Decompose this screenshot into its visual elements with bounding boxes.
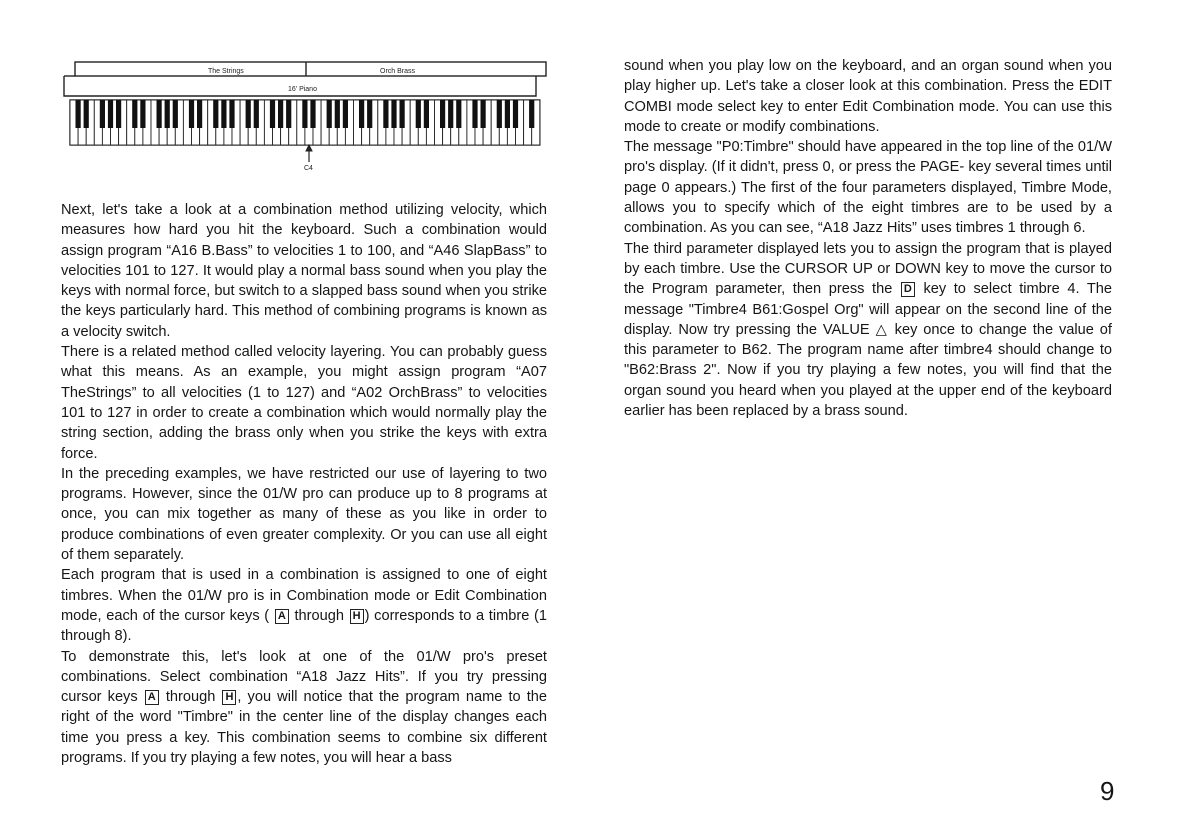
black-key [472, 100, 477, 128]
black-key [529, 100, 534, 128]
black-key [302, 100, 307, 128]
paragraph-velocity-layering: There is a related method called velocity layering. You can probably guess what this means. As an example, you might assign program “A07 TheStrings” to all velocities (1 to 127) and “A02 OrchBrass” to velocities 101 to 127 in order to create a combination which would normally play the string section, adding the brass only when you strike the keys with extra force. [61, 344, 547, 462]
black-key [456, 100, 461, 128]
black-key [189, 100, 194, 128]
key-a-icon: A [145, 690, 159, 705]
c4-label: C4 [304, 165, 313, 172]
black-key [116, 100, 121, 128]
paragraph-demonstration: To demonstrate this, let's look at one of the 01/W pro's preset combinations. Select combination “A18 Jazz Hits”. If you try pressing cursor keys A through H , you will notice that the program name to the right of the word "Timbre" in the center line of the display changes each time you press a key. This combination seems to combine six different programs. If you try playing a few notes, you will hear a bass [61, 648, 547, 767]
key-d-icon: D [901, 282, 915, 297]
black-key [254, 100, 259, 128]
black-key [327, 100, 332, 128]
black-key [440, 100, 445, 128]
black-key [213, 100, 218, 128]
paragraph-velocity-switch: Next, let's take a look at a combination method utilizing velocity, which measures how hard you hit the keyboard. Such a combination would assign program “A16 B.Bass” to velocities 1 to 100, and “A46 SlapBass” to velocities 101 to 127. It would play a normal bass sound when you play the keys with normal force, but switch to a slapped bass sound when you strike the keys particularly hard. This method of combining programs is known as a velocity switch. [61, 202, 547, 340]
black-key [505, 100, 510, 128]
black-key [229, 100, 234, 128]
black-key [197, 100, 202, 128]
range-label-piano: 16' Piano [288, 86, 317, 93]
black-key [359, 100, 364, 128]
paragraph-multiple-programs: In the preceding examples, we have restricted our use of layering to two programs. However, since the 01/W pro can produce up to 8 programs at once, you can mix together as many of these as you like in order to produce combinations of even greater complexity. Or you can use all eight of them separately. [61, 465, 547, 564]
black-key [448, 100, 453, 128]
black-key [310, 100, 315, 128]
key-a-icon: A [275, 609, 289, 624]
black-key [286, 100, 291, 128]
key-h-icon: H [350, 609, 364, 624]
black-key [513, 100, 518, 128]
right-column [624, 56, 1112, 421]
black-key [132, 100, 137, 128]
black-key [400, 100, 405, 128]
keyboard-diagram [0, 0, 600, 180]
c4-arrow [306, 145, 312, 162]
range-label-brass: Orch Brass [380, 68, 416, 75]
black-key [173, 100, 178, 128]
upper-range-bar [75, 62, 546, 76]
value-up-icon: △ [875, 321, 889, 338]
black-key [335, 100, 340, 128]
paragraph-timbre-message: The message "P0:Timbre" should have appeared in the top line of the 01/W pro's display. (If it didn't, press 0, or press the PAGE- key several times until page 0 appears.) The first of the four parameters displayed, Timbre Mode, allows you to specify which of the eight timbres are to be used by a combination. As you can see, “A18 Jazz Hits” uses timbres 1 through 6. [624, 139, 1112, 237]
paragraph-edit-combi: sound when you play low on the keyboard, and an organ sound when you play higher up. Let's take a closer look at this combination. Press the EDIT COMBI mode select key to enter Edit Combination mode. You can use this mode to create or modify combinations. [624, 58, 1112, 135]
black-key [165, 100, 170, 128]
black-key [278, 100, 283, 128]
key-h-icon: H [222, 690, 236, 705]
page-number: 9 [1100, 776, 1115, 806]
black-key [497, 100, 502, 128]
black-key [343, 100, 348, 128]
black-key [416, 100, 421, 128]
paragraph-timbres: Each program that is used in a combination is assigned to one of eight timbres. When the 01/W pro is in Combination mode or Edit Combination mode, each of the cursor keys ( A through H ) corresponds to a timbre (1 through 8). [61, 567, 547, 645]
black-key [424, 100, 429, 128]
paragraph-program-parameter: The third parameter displayed lets you to assign the program that is played by each timbre. Use the CURSOR UP or DOWN key to move the cursor to the Program parameter, then press the D key to select timbre 4. The message "Timbre4 B61:Gospel Org" will appear on the second line of the display. Now try pressing the VALUE △ key once to change the value of this parameter to B62. The program name after timbre4 should change to "B62:Brass 2". Now if you try playing a few notes, you will find that the organ sound you heard when you played at the upper end of the keyboard earlier has been replaced by a brass sound. [624, 240, 1112, 420]
black-key [157, 100, 162, 128]
black-key [84, 100, 89, 128]
black-key [383, 100, 388, 128]
black-key [140, 100, 145, 128]
black-key [246, 100, 251, 128]
black-key [270, 100, 275, 128]
piano-keys [70, 100, 540, 145]
black-key [221, 100, 226, 128]
black-key [367, 100, 372, 128]
black-key [481, 100, 486, 128]
black-key [108, 100, 113, 128]
range-label-strings: The Strings [208, 68, 244, 75]
black-key [391, 100, 396, 128]
black-key [76, 100, 81, 128]
left-column [61, 200, 547, 768]
black-key [100, 100, 105, 128]
